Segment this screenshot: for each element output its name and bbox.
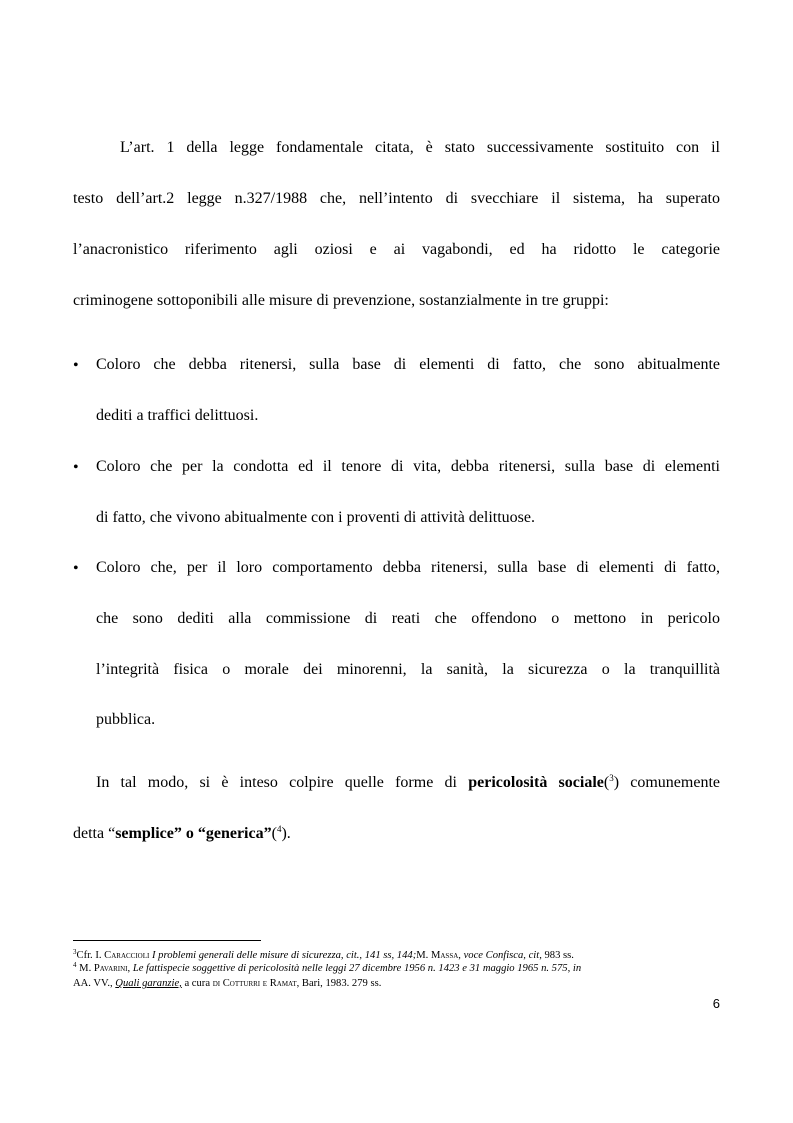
list-item-line: Coloro che per la condotta ed il tenore di vita, debba ritenersi, sulla base di elementi (96, 458, 720, 475)
paragraph-line: l’anacronistico riferimento agli oziosi e ai vagabondi, ed ha ridotto le categorie (73, 241, 720, 258)
paragraph-line: detta “semplice” o “generica”($^4$). (73, 824, 291, 842)
list-item-line: Coloro che, per il loro comportamento debba ritenersi, sulla base di elementi di fatto, (96, 559, 720, 576)
list-item-line: l’integrità fisica o morale dei minorenni, la sanità, la sicurezza o la tranquillità (96, 661, 720, 678)
bullet-marker: • (73, 560, 79, 577)
footnote-ref[interactable]: 3 (609, 773, 614, 783)
page-number: 6 (712, 996, 720, 1011)
footnote-3: $^3$Cfr. I. Caraccioli I problemi generali delle misure di sicurezza, cit., 141 ss, 144;M. Massa, voce Confisca, cit, 983 ss. (73, 948, 574, 961)
list-item-line: Coloro che debba ritenersi, sulla base di elementi di fatto, che sono abitualmente (96, 356, 720, 373)
bullet-marker: • (73, 357, 79, 374)
footnote-4: $^4$ M. Pavarini, Le fattispecie soggettive di pericolosità nelle leggi 27 dicembre 1956 n. 1423 e 31 maggio 1965 n. 575, in (73, 961, 582, 974)
list-item-line: che sono dediti alla commissione di reati che offendono o mettono in pericolo (96, 610, 720, 627)
list-item-line: pubblica. (96, 711, 156, 728)
paragraph-line: criminogene sottoponibili alle misure di prevenzione, sostanzialmente in tre gruppi: (73, 292, 609, 309)
list-item-line: di fatto, che vivono abitualmente con i proventi di attività delittuose. (96, 509, 535, 526)
paragraph-line: L’art. 1 della legge fondamentale citata, è stato successivamente sostituito con il (120, 139, 720, 156)
bold-term: semplice” o “generica” (115, 825, 272, 842)
footnote-ref[interactable]: 4 (276, 824, 282, 834)
paragraph-line: testo dell’art.2 legge n.327/1988 che, nell’intento di svecchiare il sistema, ha superato (73, 190, 720, 207)
footnote-separator (73, 940, 261, 941)
footnote-4-continued: AA. VV., Quali garanzie, a cura di Cotturri e Ramat, Bari, 1983. 279 ss. (73, 978, 382, 989)
list-item-line: dediti a traffici delittuosi. (96, 407, 259, 424)
bullet-marker: • (73, 459, 79, 476)
bold-term: pericolosità sociale (468, 774, 604, 791)
paragraph-line: In tal modo, si è inteso colpire quelle forme di pericolosità sociale($^3$) comunemente (96, 773, 721, 791)
